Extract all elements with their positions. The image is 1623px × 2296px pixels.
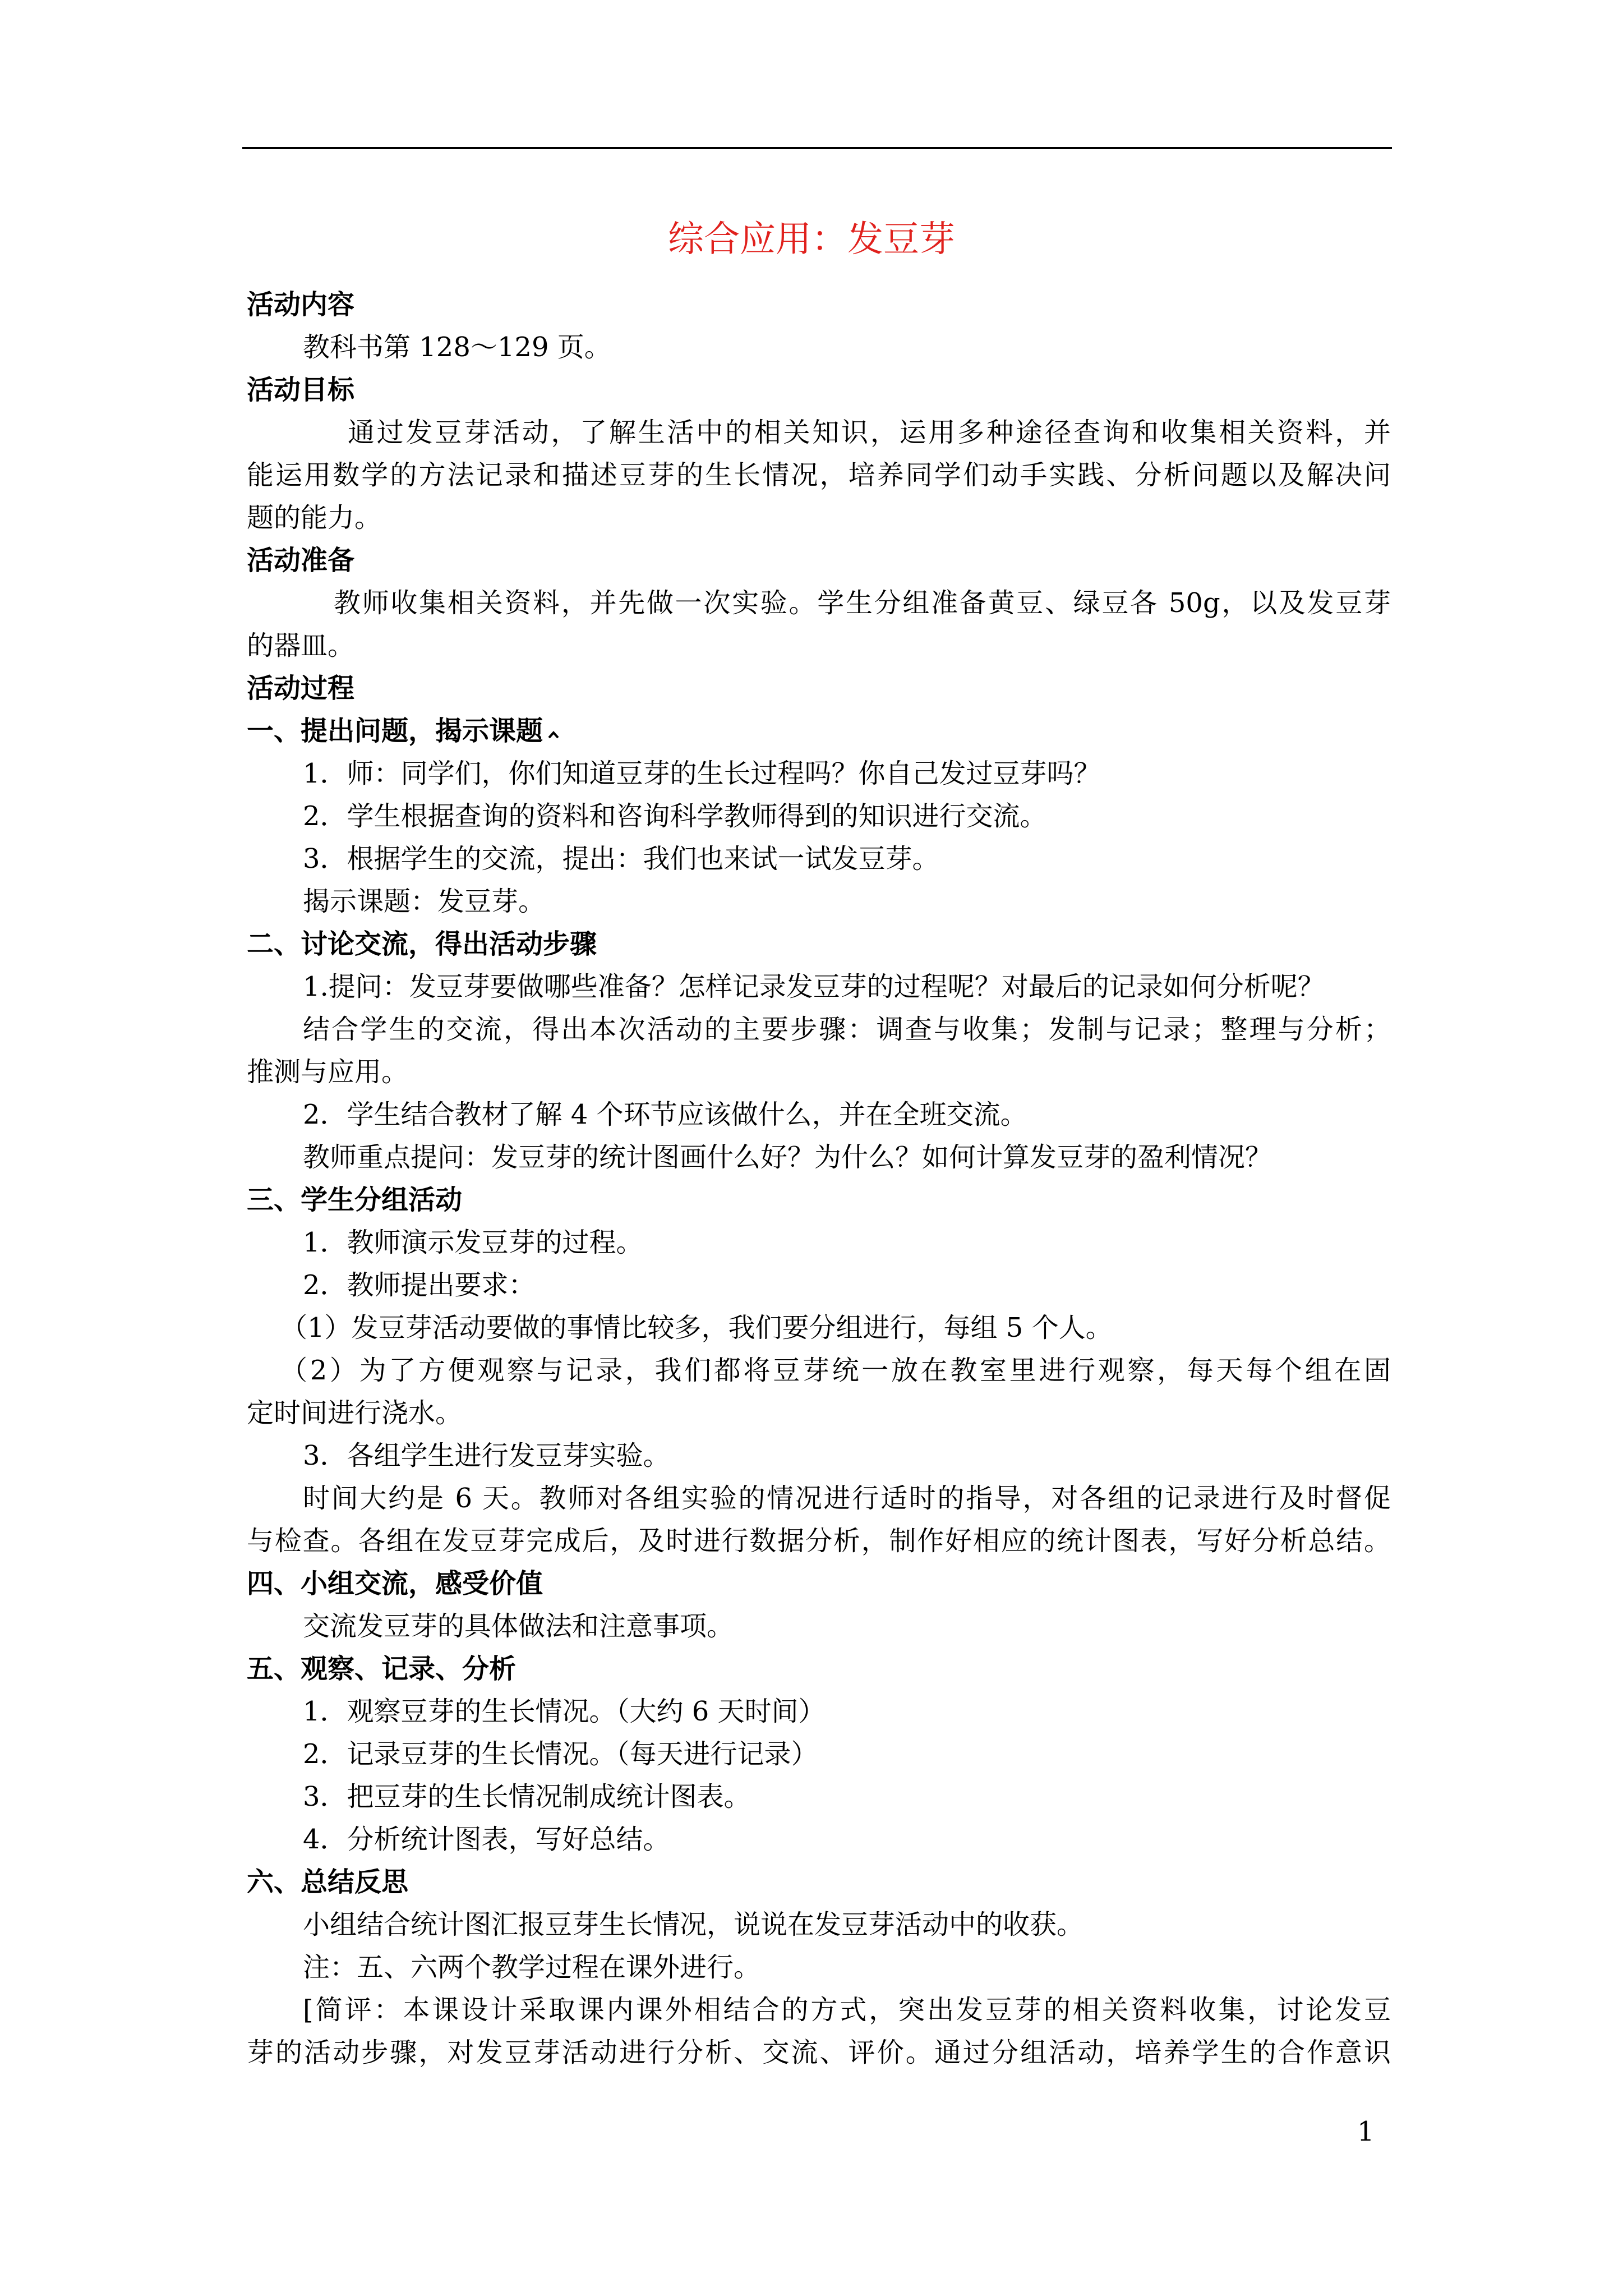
document-body bbox=[247, 283, 1391, 2074]
page-title: 综合应用：发豆芽 bbox=[668, 219, 955, 260]
list-item: 1.提问：发豆芽要做哪些准备？怎样记录发豆芽的过程呢？对最后的记录如何分析呢？ bbox=[303, 971, 1325, 1002]
content-text: 教科书第 128～129 页。 bbox=[303, 332, 611, 363]
header-rule bbox=[242, 147, 1392, 149]
list-item: 4．分析统计图表，写好总结。 bbox=[303, 1824, 670, 1855]
list-item: 结合学生的交流，得出本次活动的主要步骤：调查与收集；发制与记录；整理与分析； bbox=[303, 1014, 1391, 1045]
list-item: 定时间进行浇水。 bbox=[247, 1397, 463, 1429]
step1-heading bbox=[247, 710, 1391, 752]
list-item: 与检查。各组在发豆芽完成后，及时进行数据分析，制作好相应的统计图表，写好分析总结。 bbox=[247, 1525, 1391, 1557]
list-item: （2）为了方便观察与记录，我们都将豆芽统一放在教室里进行观察，每天每个组在固 bbox=[280, 1355, 1391, 1386]
list-item: 交流发豆芽的具体做法和注意事项。 bbox=[303, 1611, 734, 1642]
list-item: 2．学生结合教材了解 4 个环节应该做什么，并在全班交流。 bbox=[303, 1099, 1027, 1130]
list-item: 教师重点提问：发豆芽的统计图画什么好？为什么？如何计算发豆芽的盈利情况？ bbox=[303, 1142, 1272, 1173]
content-heading: 活动内容 bbox=[247, 289, 355, 320]
step3-heading: 三、学生分组活动 bbox=[247, 1184, 463, 1216]
prep-paragraph-line: 的器皿。 bbox=[247, 630, 355, 661]
step2-heading: 二、讨论交流，得出活动步骤 bbox=[247, 928, 597, 960]
step6-heading: 六、总结反思 bbox=[247, 1866, 409, 1898]
list-item: 1．教师演示发豆芽的过程。 bbox=[303, 1227, 643, 1258]
goal-paragraph-line: 题的能力。 bbox=[247, 502, 382, 533]
list-item: 揭示课题：发豆芽。 bbox=[303, 886, 546, 917]
step4-heading: 四、小组交流，感受价值 bbox=[247, 1568, 543, 1599]
list-item: 时间大约是 6 天。教师对各组实验的情况进行适时的指导，对各组的记录进行及时督促 bbox=[303, 1483, 1391, 1514]
goal-paragraph-line: 能运用数学的方法记录和描述豆芽的生长情况，培养同学们动手实践、分析问题以及解决问 bbox=[247, 459, 1391, 491]
goal-paragraph-line: 通过发豆芽活动，了解生活中的相关知识，运用多种途径查询和收集相关资料，并 bbox=[348, 417, 1391, 448]
process-heading: 活动过程 bbox=[247, 673, 355, 704]
prep-paragraph-line: 教师收集相关资料，并先做一次实验。学生分组准备黄豆、绿豆各 50g，以及发豆芽 bbox=[334, 587, 1391, 619]
list-item: 2．记录豆芽的生长情况。（每天进行记录） bbox=[303, 1738, 818, 1770]
caret-up-icon bbox=[547, 711, 560, 723]
list-item: 3．各组学生进行发豆芽实验。 bbox=[303, 1440, 670, 1471]
list-item: 2．教师提出要求： bbox=[303, 1269, 536, 1301]
review-line: [简评：本课设计采取课内课外相结合的方式，突出发豆芽的相关资料收集，讨论发豆 bbox=[303, 1994, 1391, 2026]
list-item: 1．师：同学们，你们知道豆芽的生长过程吗？你自己发过豆芽吗？ bbox=[303, 758, 1101, 789]
step5-heading: 五、观察、记录、分析 bbox=[247, 1653, 517, 1685]
list-item: 1．观察豆芽的生长情况。（大约 6 天时间） bbox=[303, 1696, 826, 1727]
page-number: 1 bbox=[1357, 2116, 1375, 2147]
list-item: 3．把豆芽的生长情况制成统计图表。 bbox=[303, 1781, 751, 1812]
list-item: （1）发豆芽活动要做的事情比较多，我们要分组进行，每组 5 个人。 bbox=[280, 1312, 1113, 1343]
step1-heading-text: 一、提出问题，揭示课题 bbox=[247, 715, 543, 747]
list-item: 注：五、六两个教学过程在课外进行。 bbox=[303, 1952, 761, 1983]
list-item: 小组结合统计图汇报豆芽生长情况，说说在发豆芽活动中的收获。 bbox=[303, 1909, 1084, 1940]
list-item: 推测与应用。 bbox=[247, 1056, 409, 1088]
prep-heading: 活动准备 bbox=[247, 545, 355, 576]
goal-heading: 活动目标 bbox=[247, 374, 355, 406]
review-line: 芽的活动步骤，对发豆芽活动进行分析、交流、评价。通过分组活动，培养学生的合作意识 bbox=[247, 2037, 1391, 2068]
list-item: 2．学生根据查询的资料和咨询科学教师得到的知识进行交流。 bbox=[303, 800, 1047, 832]
list-item: 3．根据学生的交流，提出：我们也来试一试发豆芽。 bbox=[303, 843, 939, 875]
